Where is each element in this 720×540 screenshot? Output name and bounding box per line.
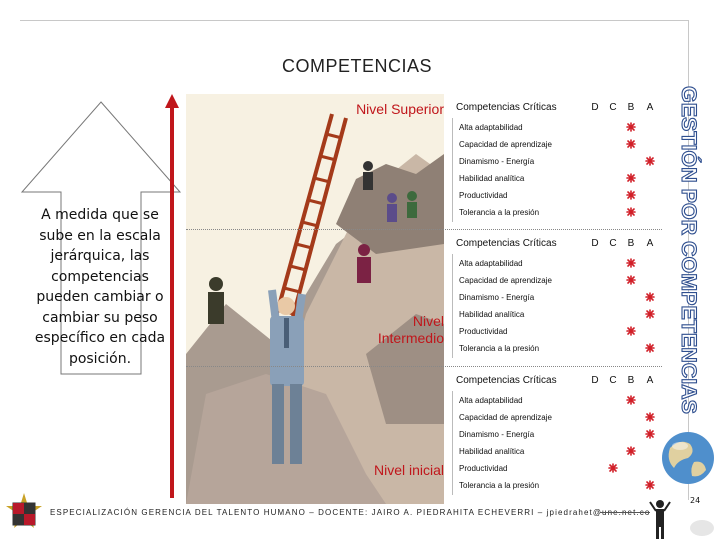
column-header-d: D (591, 102, 599, 113)
competency-row-label: Dinamismo - Energía (459, 430, 535, 439)
competency-row-label: Tolerancia a la presión (459, 481, 540, 490)
level-intermedio-line1: Nivel (412, 313, 444, 329)
rating-star-icon (626, 122, 636, 132)
competency-row-label: Productividad (459, 327, 508, 336)
vertical-title-text: GESTIÓN POR COMPETENCIAS (677, 86, 700, 407)
rating-star-icon (626, 326, 636, 336)
separator-line (186, 229, 662, 230)
column-header-b: B (627, 238, 635, 249)
competency-row-label: Alta adaptabilidad (459, 123, 523, 132)
rating-star-icon (626, 258, 636, 268)
rating-star-icon (645, 480, 655, 490)
table-left-guide (452, 254, 453, 358)
separator-line (186, 366, 662, 367)
section-header: Competencias Críticas (456, 375, 557, 386)
competency-row-label: Tolerancia a la presión (459, 208, 540, 217)
rating-star-icon (645, 292, 655, 302)
table-left-guide (452, 118, 453, 222)
vertical-title (674, 86, 708, 416)
column-header-a: A (646, 238, 654, 249)
column-header-c: C (609, 238, 617, 249)
competency-row-label: Productividad (459, 191, 508, 200)
level-intermedio-line2: Intermedio (377, 330, 444, 346)
rating-star-icon (626, 139, 636, 149)
rating-star-icon (626, 275, 636, 285)
rating-star-icon (645, 343, 655, 353)
businessman-icon (646, 498, 720, 540)
red-arrow (164, 94, 180, 500)
institution-logo (2, 492, 46, 536)
level-intermedio-label (330, 313, 444, 347)
competency-row-label: Alta adaptabilidad (459, 259, 523, 268)
competency-row-label: Tolerancia a la presión (459, 344, 540, 353)
rating-star-icon (626, 190, 636, 200)
column-header-d: D (591, 375, 599, 386)
level-superior-label: Nivel Superior (356, 101, 444, 117)
rating-star-icon (608, 463, 618, 473)
competency-row-label: Alta adaptabilidad (459, 396, 523, 405)
competency-row-label: Productividad (459, 464, 508, 473)
competency-row-label: Habilidad analítica (459, 447, 525, 456)
column-header-c: C (609, 375, 617, 386)
rating-star-icon (645, 156, 655, 166)
competency-row-label: Habilidad analítica (459, 174, 525, 183)
rating-star-icon (645, 412, 655, 422)
rating-star-icon (626, 207, 636, 217)
side-explanation-text: A medida que se sube en la escala jerárquica, las competencias pueden cambiar o cambiar su peso específico en cada posición. (34, 207, 166, 367)
footer-line (600, 512, 650, 513)
column-header-a: A (646, 102, 654, 113)
ladder-illustration (186, 94, 444, 504)
competency-row-label: Habilidad analítica (459, 310, 525, 319)
competency-row-label: Capacidad de aprendizaje (459, 413, 552, 422)
level-inicial-label: Nivel inicial (373, 462, 444, 478)
rating-star-icon (626, 173, 636, 183)
slide-title: COMPETENCIAS (282, 56, 433, 76)
column-header-b: B (627, 102, 635, 113)
rating-star-icon (645, 309, 655, 319)
table-left-guide (452, 391, 453, 495)
competency-row-label: Capacidad de aprendizaje (459, 140, 552, 149)
section-header: Competencias Críticas (456, 102, 557, 113)
rating-star-icon (645, 429, 655, 439)
column-header-b: B (627, 375, 635, 386)
globe-icon (660, 430, 716, 486)
rating-star-icon (626, 446, 636, 456)
column-header-c: C (609, 102, 617, 113)
footer-text: ESPECIALIZACIÓN GERENCIA DEL TALENTO HUMANO – DOCENTE: JAIRO A. PIEDRAHITA ECHEVERRI – jpiedrahet@une.net.co (50, 508, 651, 517)
column-header-a: A (646, 375, 654, 386)
competency-row-label: Dinamismo - Energía (459, 293, 535, 302)
rating-star-icon (626, 395, 636, 405)
section-header: Competencias Críticas (456, 238, 557, 249)
column-header-d: D (591, 238, 599, 249)
frame-top-line (20, 20, 688, 21)
competency-row-label: Capacidad de aprendizaje (459, 276, 552, 285)
competency-row-label: Dinamismo - Energía (459, 157, 535, 166)
page-number: 24 (690, 496, 701, 505)
